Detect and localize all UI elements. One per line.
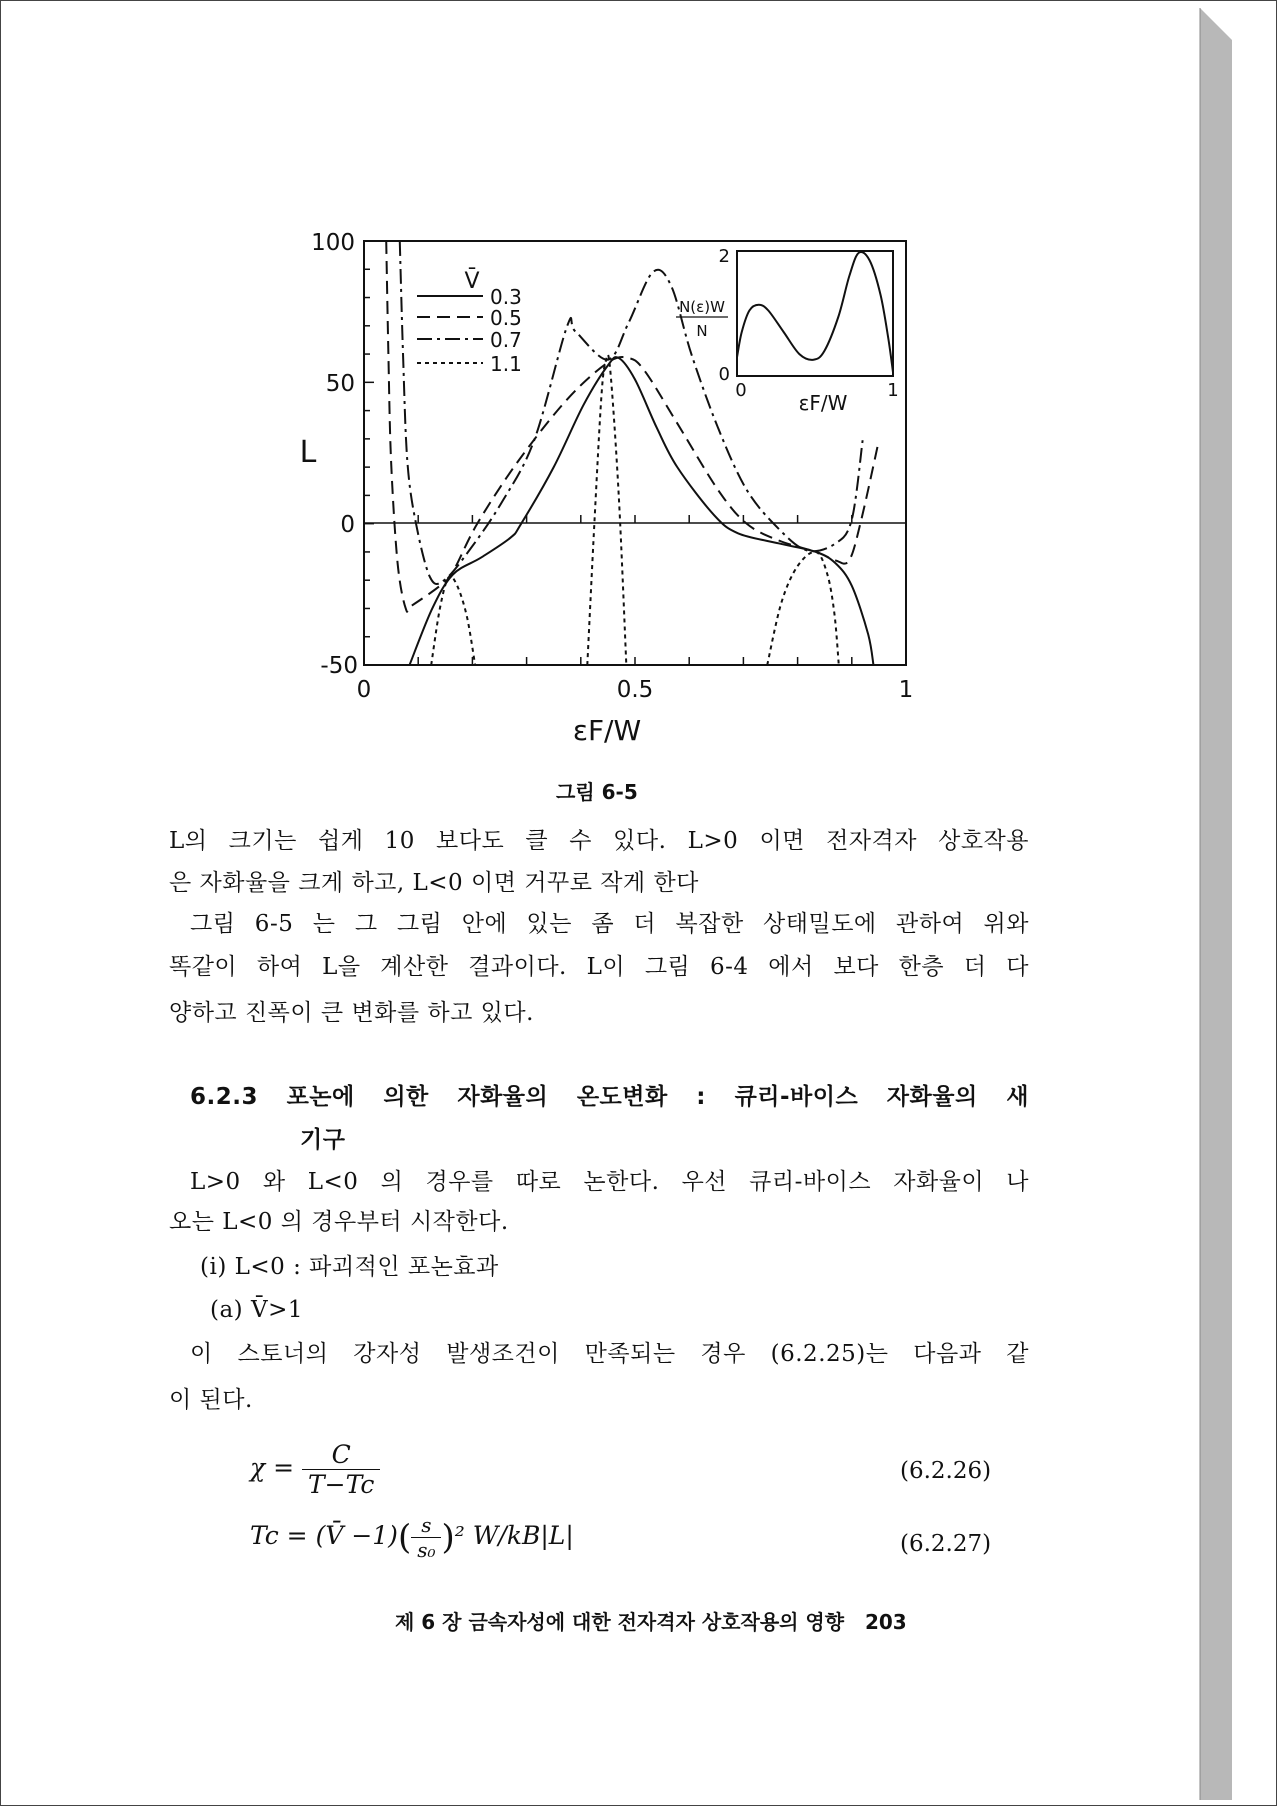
equation-lhs: Tc = (V̄ −1) <box>250 1521 398 1550</box>
case-heading-a: (a) V̄>1 <box>210 1297 303 1323</box>
equation-lhs: χ = <box>250 1453 295 1482</box>
body-line-3: 그림 6-5 는 그 그림 안에 있는 좀 더 복잡한 상태밀도에 관하여 위와 <box>190 911 1029 937</box>
equation-numerator: C <box>302 1440 380 1470</box>
inset-y-tick-2: 2 <box>718 246 730 267</box>
body-line-1: L의 크기는 쉽게 10 보다도 클 수 있다. L>0 이면 전자격자 상호작용 <box>169 828 1029 854</box>
inset-y-label-denominator: N <box>696 322 708 340</box>
inset-y-tick-0: 0 <box>718 364 730 385</box>
inset-y-label-numerator: N(ε)W <box>679 298 725 316</box>
body-line-2: 은 자화율을 크게 하고, L<0 이면 거꾸로 작게 한다 <box>169 870 699 896</box>
y-tick-label-100: 100 <box>311 230 355 256</box>
body-line-8: 이 스토너의 강자성 발생조건이 만족되는 경우 (6.2.25)는 다음과 같 <box>190 1341 1029 1367</box>
legend-label-0.7: 0.7 <box>490 328 522 352</box>
body-line-6: L>0 와 L<0 의 경우를 따로 논한다. 우선 큐리-바이스 자화율이 나 <box>190 1169 1029 1195</box>
body-line-4: 똑같이 하여 L을 계산한 결과이다. L이 그림 6-4 에서 보다 한층 더 다 <box>169 954 1029 980</box>
x-axis-label: εF/W <box>572 714 642 747</box>
case-heading-i: (i) L<0 : 파괴적인 포논효과 <box>200 1254 499 1280</box>
chapter-title: 제 6 장 금속자성에 대한 전자격자 상호작용의 영향 <box>395 1610 845 1634</box>
inset-x-tick-1: 1 <box>887 380 899 401</box>
legend-label-0.3: 0.3 <box>490 285 522 309</box>
y-tick-label-neg50: -50 <box>320 653 358 679</box>
body-line-5: 양하고 진폭이 큰 변화를 하고 있다. <box>169 1000 534 1026</box>
equation-number-6-2-26: (6.2.26) <box>900 1458 992 1484</box>
equation-6-2-26 <box>250 1440 380 1499</box>
inset-frame <box>737 251 893 376</box>
figure-6-5-chart <box>0 0 1277 760</box>
equation-denominator: T−Tc <box>308 1470 375 1499</box>
legend-title: V̄ <box>464 269 480 294</box>
page-number: 203 <box>864 1610 907 1634</box>
running-footer <box>395 1606 907 1635</box>
equation-numerator: s <box>411 1513 441 1538</box>
legend-label-1.1: 1.1 <box>490 352 522 376</box>
figure-caption: 그림 6-5 <box>556 780 638 804</box>
legend-label-0.5: 0.5 <box>490 306 522 330</box>
body-line-7: 오는 L<0 의 경우부터 시작한다. <box>169 1209 509 1235</box>
x-tick-label-1: 1 <box>898 677 914 703</box>
body-line-9: 이 된다. <box>169 1387 253 1413</box>
inset-x-label: εF/W <box>798 391 848 415</box>
section-heading: 6.2.3 포논에 의한 자화율의 온도변화 : 큐리-바이스 자화율의 새 <box>190 1084 1029 1110</box>
equation-denominator: s₀ <box>417 1538 436 1562</box>
legend <box>417 268 522 376</box>
equation-number-6-2-27: (6.2.27) <box>900 1531 992 1557</box>
equation-6-2-27: Tc = (V̄ −1)( $\frac{s}{\text{s₀}}$ )² W/kB|L| <box>250 1513 574 1562</box>
inset-x-tick-0: 0 <box>735 380 747 401</box>
section-heading-continued: 기구 <box>300 1127 346 1153</box>
series-line-v-1.1 <box>767 552 839 665</box>
equation-rest: ² W/kB|L| <box>454 1521 574 1550</box>
y-axis-label: L <box>299 435 317 470</box>
x-tick-label-0.5: 0.5 <box>616 677 654 703</box>
x-tick-label-0: 0 <box>356 677 372 703</box>
series-line-v-1.1 <box>587 355 626 665</box>
series-line-v-1.1 <box>431 576 475 665</box>
inset-chart <box>676 246 899 415</box>
y-tick-label-50: 50 <box>325 371 355 397</box>
y-tick-label-0: 0 <box>340 512 355 538</box>
